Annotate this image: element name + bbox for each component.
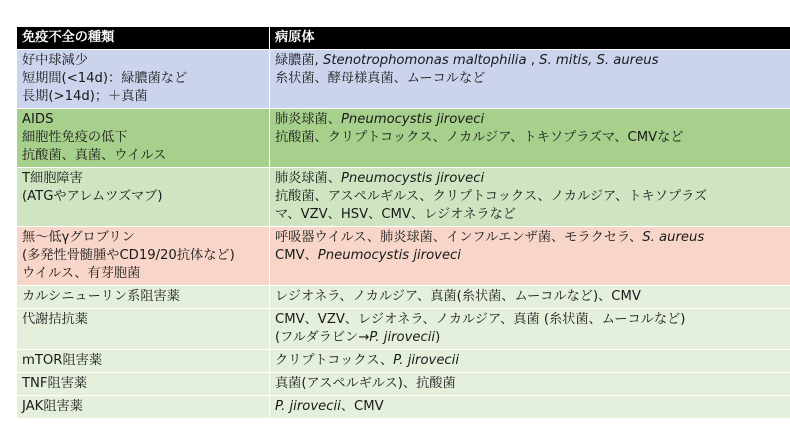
pathogen-cell [270,168,790,227]
pathogen-species-name: Pneumocystis jiroveci [340,112,485,127]
pathogen-text: 呼吸器ウイルス、肺炎球菌、インフルエンザ菌、モラクセラ、 [275,230,643,245]
type-line: T細胞障害 [22,171,83,186]
pathogen-cell [270,227,790,286]
pathogen-species-name: Stenotrophomonas maltophilia [322,53,527,68]
pathogen-species-name: P. jirovecii [275,399,341,414]
pathogen-text: 抗酸菌、アスペルギルス、クリプトコックス、ノカルジア、トキソプラズ [275,189,708,204]
type-line: JAK阻害薬 [22,399,83,414]
table-row [17,309,790,350]
pathogen-text: レジオネラ、ノカルジア、真菌(糸状菌、ムーコルなど)、CMV [275,289,641,304]
pathogen-cell [270,350,790,373]
pathogen-cell [270,50,790,109]
header-immunodeficiency-type: 免疫不全の種類 [17,27,270,50]
pathogen-text: CMV、 [275,248,318,263]
pathogen-line [275,206,790,224]
table-row [17,168,790,227]
pathogen-cell [270,309,790,350]
table-row [17,396,790,419]
type-line: 無〜低γグロブリン [22,230,135,245]
pathogen-species-name: P. jirovecii [393,353,460,368]
pathogen-line [275,52,790,70]
immunodeficiency-type-cell [17,227,270,286]
immunodeficiency-type-cell [17,309,270,350]
pathogen-text: 糸状菌、酵母様真菌、ムーコルなど [275,71,486,86]
table-body [17,50,790,419]
pathogen-species-name: S. mitis, S. aureus [539,53,659,68]
immunodeficiency-type-cell [17,350,270,373]
header-pathogens: 病原体 [270,27,790,50]
pathogen-line [275,311,790,329]
pathogen-line [275,170,790,188]
pathogen-text: 真菌(アスペルギルス)、抗酸菌 [275,376,456,391]
pathogen-text: 肺炎球菌、 [275,171,341,186]
pathogen-text: (フルダラビン→ [275,330,370,345]
table-header-row [17,27,790,50]
pathogen-text: CMV、VZV、レジオネラ、ノカルジア、真菌 (糸状菌、ムーコルなど) [275,312,686,327]
table-row [17,373,790,396]
pathogen-cell [270,396,790,419]
pathogen-line [275,352,790,370]
pathogen-text: 肺炎球菌、 [275,112,341,127]
type-line: mTOR阻害薬 [22,353,103,368]
table-row [17,286,790,309]
type-line: 好中球減少 [22,53,88,68]
type-line: (多発性骨髄腫やCD19/20抗体など) [22,248,235,263]
table-row [17,350,790,373]
type-line: ウイルス、有芽胞菌 [22,266,141,281]
type-line: (ATGやアレムツズマブ) [22,189,163,204]
pathogen-species-name: Pneumocystis jiroveci [317,248,461,263]
type-line: 細胞性免疫の低下 [22,130,128,145]
immunodeficiency-type-cell [17,396,270,419]
pathogen-species-name: S. aureus [642,230,705,245]
pathogen-line [275,288,790,306]
pathogen-text: 緑膿菌, [275,53,323,68]
immunodeficiency-type-cell [17,373,270,396]
table-row [17,109,790,168]
pathogen-line [275,129,790,147]
pathogen-line [275,229,790,247]
pathogen-cell [270,109,790,168]
table-row [17,50,790,109]
pathogen-text: マ、VZV、HSV、CMV、レジオネラなど [275,207,516,222]
pathogen-line [275,247,790,265]
type-line: 短期間(<14d)：緑膿菌など [22,71,188,86]
type-line: AIDS [22,112,54,127]
immunodeficiency-pathogen-table [16,26,790,419]
pathogen-line [275,375,790,393]
type-line: TNF阻害薬 [22,376,88,391]
immunodeficiency-type-cell [17,50,270,109]
pathogen-text: クリプトコックス、 [275,353,394,368]
immunodeficiency-type-cell [17,286,270,309]
pathogen-line [275,70,790,88]
pathogen-text: , [526,53,540,68]
pathogen-species-name: Pneumocystis jiroveci [340,171,485,186]
type-line: カルシニューリン系阻害薬 [22,289,180,304]
immunodeficiency-type-cell [17,109,270,168]
immunodeficiency-type-cell [17,168,270,227]
type-line: 抗酸菌、真菌、ウイルス [22,148,167,163]
pathogen-text: 、CMV [340,399,384,414]
pathogen-species-name: P. jirovecii [369,330,436,345]
type-line: 代謝拮抗薬 [22,312,88,327]
pathogen-text: 抗酸菌、クリプトコックス、ノカルジア、トキソプラズマ、CMVなど [275,130,684,145]
table-row [17,227,790,286]
pathogen-line [275,329,790,347]
pathogen-line [275,188,790,206]
pathogen-cell [270,286,790,309]
pathogen-line [275,111,790,129]
pathogen-line [275,398,790,416]
pathogen-text: ) [435,330,441,345]
type-line: 長期(>14d)；＋真菌 [22,89,148,104]
pathogen-cell [270,373,790,396]
